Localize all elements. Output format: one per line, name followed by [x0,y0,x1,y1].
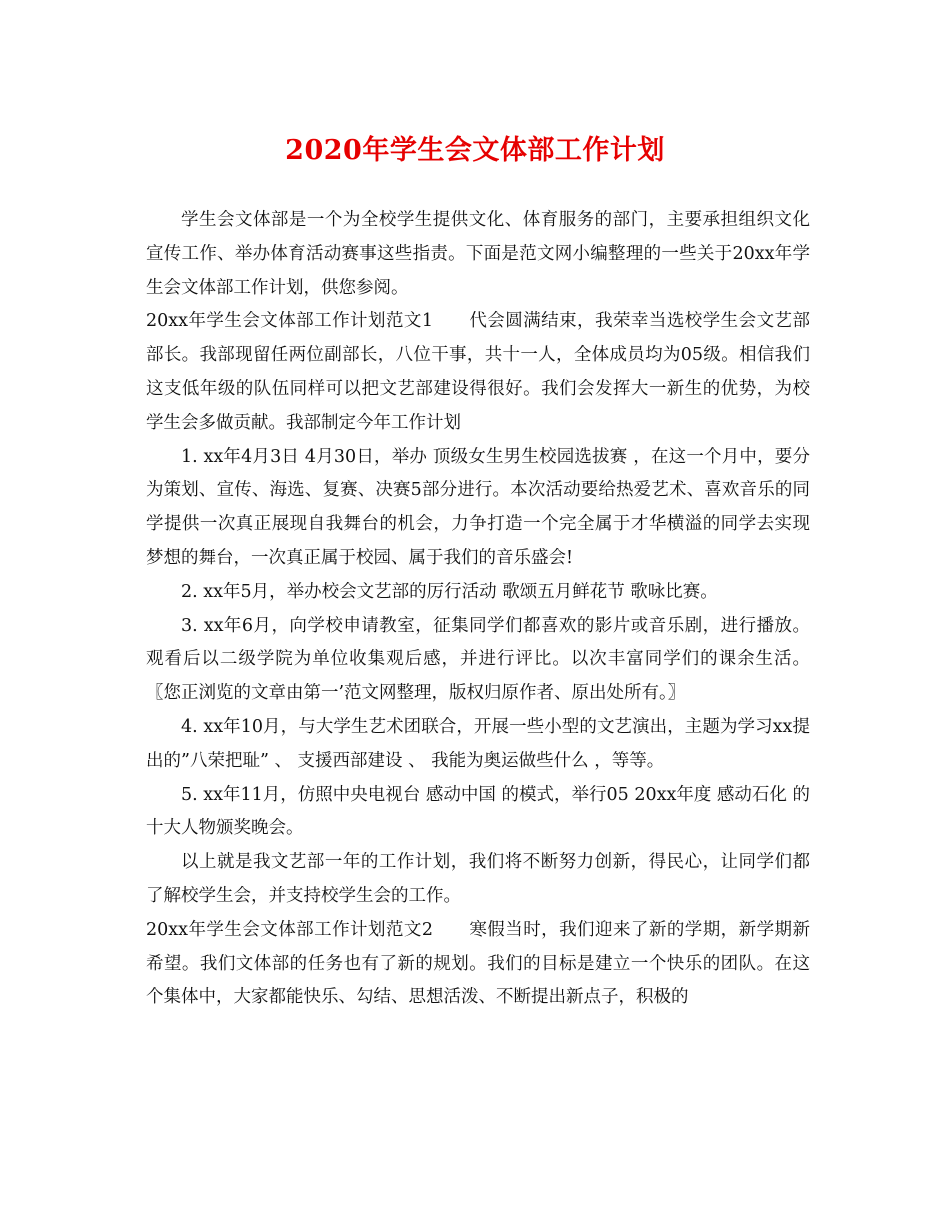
sample-1-paragraph: 20xx年学生会文体部工作计划范文1 代会圆满结束，我荣幸当选校学生会文艺部部长。我部现留任两位副部长，八位干事，共十一人，全体成员均为05级。相信我们这支低年级的队伍同样可以把文艺部建设得很好。我们会发挥大一新生的优势，为校学生会多做贡献。我部制定今年工作计划 [146,311,810,433]
document-title: 2020年学生会文体部工作计划 [285,135,665,166]
plan-item-4: 4. xx年10月，与大学生艺术团联合，开展一些小型的文艺演出，主题为学习xx提出的”八荣把耻” 、 支援西部建设 、 我能为奥运做些什么 ，等等。 [146,716,810,771]
plan-item-1: 1. xx年4月3日 4月30日，举办 顶级女生男生校园选拔赛 ，在这一个月中，要分为策划、宣传、海选、复赛、决赛5部分进行。本次活动要给热爱艺术、喜欢音乐的同学提供一次真正展现自我舞台的机会，力争打造一个完全属于才华横溢的同学去实现梦想的舞台，一次真正属于校园、属于我们的音乐盛会! [146,446,810,568]
intro-paragraph: 学生会文体部是一个为全校学生提供文化、体育服务的部门，主要承担组织文化宣传工作、举办体育活动赛事这些指责。下面是范文网小编整理的一些关于20xx年学生会文体部工作计划，供您参阅。 [146,210,810,298]
summary-paragraph: 以上就是我文艺部一年的工作计划，我们将不断努力创新，得民心，让同学们都了解校学生会，并支持校学生会的工作。 [146,852,810,906]
plan-item-2: 2. xx年5月，举办校会文艺部的厉行活动 歌颂五月鲜花节 歌咏比赛。 [181,581,718,602]
plan-item-3: 3. xx年6月，向学校申请教室，征集同学们都喜欢的影片或音乐剧，进行播放。观看后以二级学院为单位收集观后感，并进行评比。以次丰富同学们的课余生活。 〖您正浏览的文章由第一’范文网整理，版权归原作者、原出处所有。〗 [146,615,810,704]
document-body [146,204,810,1015]
plan-item-5: 5. xx年11月，仿照中央电视台 感动中国 的模式，举行05 20xx年度 感动石化 的十大人物颁奖晚会。 [146,784,810,839]
sample-2-paragraph: 20xx年学生会文体部工作计划范文2 寒假当时，我们迎来了新的学期，新学期新希望。我们文体部的任务也有了新的规划。我们的目标是建立一个快乐的团队。在这个集体中，大家都能快乐、勾结、思想活泼、不断提出新点子，积极的 [146,919,810,1008]
